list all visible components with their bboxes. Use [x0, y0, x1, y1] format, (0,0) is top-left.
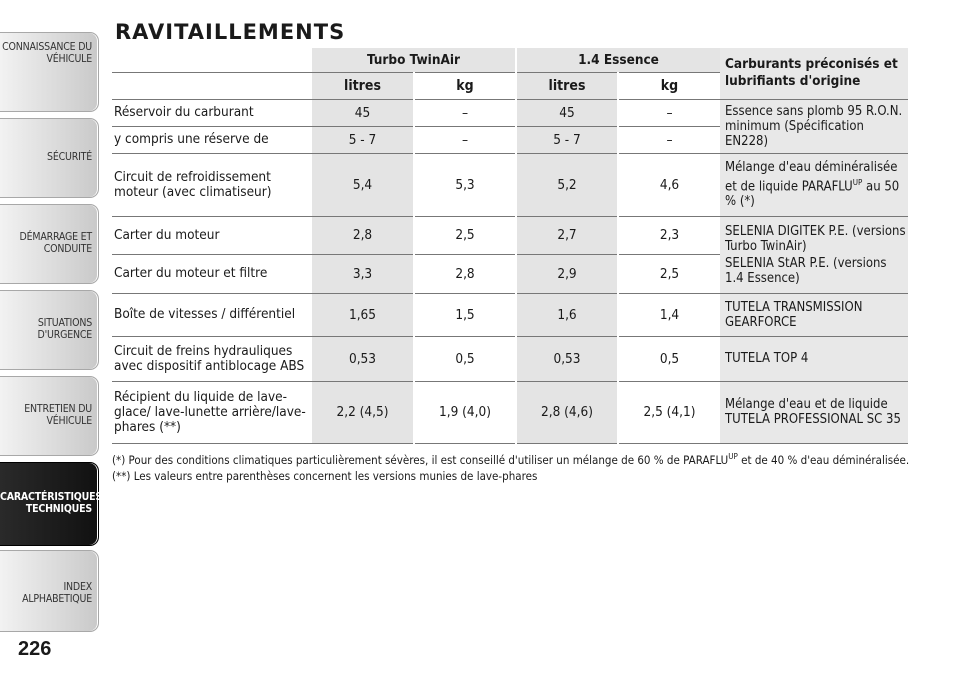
value-cell: 4,6	[618, 153, 720, 216]
value-cell: 2,5 (4,1)	[618, 381, 720, 443]
value-cell: 1,5	[414, 293, 516, 336]
row-label: y compris une réserve de	[112, 126, 312, 153]
tab-securite[interactable]: SÉCURITÉ	[0, 118, 99, 198]
unit-header: kg	[618, 72, 720, 99]
tab-connaissance-du-vehicule[interactable]: CONNAISSANCE DU VÉHICULE	[0, 32, 99, 112]
value-cell: –	[414, 126, 516, 153]
value-cell: 1,6	[516, 293, 618, 336]
value-cell: 2,8	[312, 216, 414, 254]
value-cell: 0,53	[312, 336, 414, 381]
row-label: Circuit de refroidissement moteur (avec climatiseur)	[112, 153, 312, 216]
value-cell: 2,7	[516, 216, 618, 254]
chapter-sidebar	[0, 0, 100, 686]
desc-fuel: Essence sans plomb 95 R.O.N. minimum (Spécification EN228)	[720, 99, 908, 153]
value-cell: 3,3	[312, 254, 414, 293]
unit-header: litres	[516, 72, 618, 99]
value-cell: 2,9	[516, 254, 618, 293]
table-row	[112, 381, 908, 443]
group-header-row	[112, 48, 908, 72]
row-label: Réservoir du carburant	[112, 99, 312, 126]
tab-situations-d-urgence[interactable]: SITUATIONS D'URGENCE	[0, 290, 99, 370]
value-cell: 0,5	[618, 336, 720, 381]
table-row	[112, 153, 908, 216]
value-cell: 2,2 (4,5)	[312, 381, 414, 443]
tab-caracteristiques-techniques[interactable]: CARACTÉRISTIQUES TECHNIQUES	[0, 462, 99, 546]
value-cell: –	[414, 99, 516, 126]
value-cell: 2,3	[618, 216, 720, 254]
page-title: RAVITAILLEMENTS	[115, 20, 346, 44]
unit-header: litres	[312, 72, 414, 99]
value-cell: 2,5	[618, 254, 720, 293]
table-row	[112, 336, 908, 381]
footnote-1: (*) Pour des conditions climatiques particulièrement sévères, il est conseillé d'utiliser un mélange de 60 % de $PARAFLU^{UP}$ et de 40 % d'eau déminéralisée.	[112, 452, 910, 467]
value-cell: –	[618, 126, 720, 153]
value-cell: 5 - 7	[312, 126, 414, 153]
row-label: Carter du moteur et filtre	[112, 254, 312, 293]
value-cell: 0,53	[516, 336, 618, 381]
table-row	[112, 99, 908, 126]
refill-table	[112, 48, 908, 444]
group-header-turbo-twinair: Turbo TwinAir	[312, 48, 516, 72]
desc-coolant: Mélange d'eau déminéralisée et de liquide $PARAFLU^{UP}$ au 50 % (*)	[720, 153, 908, 216]
row-label: Boîte de vitesses / différentiel	[112, 293, 312, 336]
tab-index-alphabetique[interactable]: INDEX ALPHABETIQUE	[0, 550, 99, 632]
footnotes	[112, 449, 912, 484]
value-cell: 5,4	[312, 153, 414, 216]
unit-header: kg	[414, 72, 516, 99]
value-cell: 45	[516, 99, 618, 126]
value-cell: 0,5	[414, 336, 516, 381]
value-cell: 1,9 (4,0)	[414, 381, 516, 443]
tab-demarrage-et-conduite[interactable]: DÉMARRAGE ET CONDUITE	[0, 204, 99, 284]
value-cell: 5,3	[414, 153, 516, 216]
value-cell: 1,65	[312, 293, 414, 336]
value-cell: 45	[312, 99, 414, 126]
row-label: Carter du moteur	[112, 216, 312, 254]
header-carburants-preconises: Carburants préconisés et lubrifiants d'origine	[720, 48, 908, 99]
blank-header	[112, 48, 312, 72]
footnote-2: (**) Les valeurs entre parenthèses concernent les versions munies de lave-phares	[112, 468, 538, 483]
group-header-1-4-essence: 1.4 Essence	[516, 48, 720, 72]
value-cell: –	[618, 99, 720, 126]
desc-washer: Mélange d'eau et de liquide TUTELA PROFESSIONAL SC 35	[720, 381, 908, 443]
desc-gearbox: TUTELA TRANSMISSION GEARFORCE	[720, 293, 908, 336]
table-row	[112, 293, 908, 336]
row-label: Récipient du liquide de lave-glace/ lave-lunette arrière/lave-phares (**)	[112, 381, 312, 443]
desc-brakes: TUTELA TOP 4	[720, 336, 908, 381]
table-row	[112, 216, 908, 254]
value-cell: 5 - 7	[516, 126, 618, 153]
value-cell: 2,8	[414, 254, 516, 293]
tab-entretien-du-vehicule[interactable]: ENTRETIEN DU VÉHICULE	[0, 376, 99, 456]
page-number: 226	[18, 638, 52, 660]
value-cell: 2,8 (4,6)	[516, 381, 618, 443]
row-label: Circuit de freins hydrauliques avec dispositif antiblocage ABS	[112, 336, 312, 381]
value-cell: 2,5	[414, 216, 516, 254]
blank-header	[112, 72, 312, 99]
desc-engine-oil: SELENIA DIGITEK P.E. (versions Turbo TwinAir) SELENIA StAR P.E. (versions 1.4 Essence)	[720, 216, 908, 293]
value-cell: 5,2	[516, 153, 618, 216]
value-cell: 1,4	[618, 293, 720, 336]
